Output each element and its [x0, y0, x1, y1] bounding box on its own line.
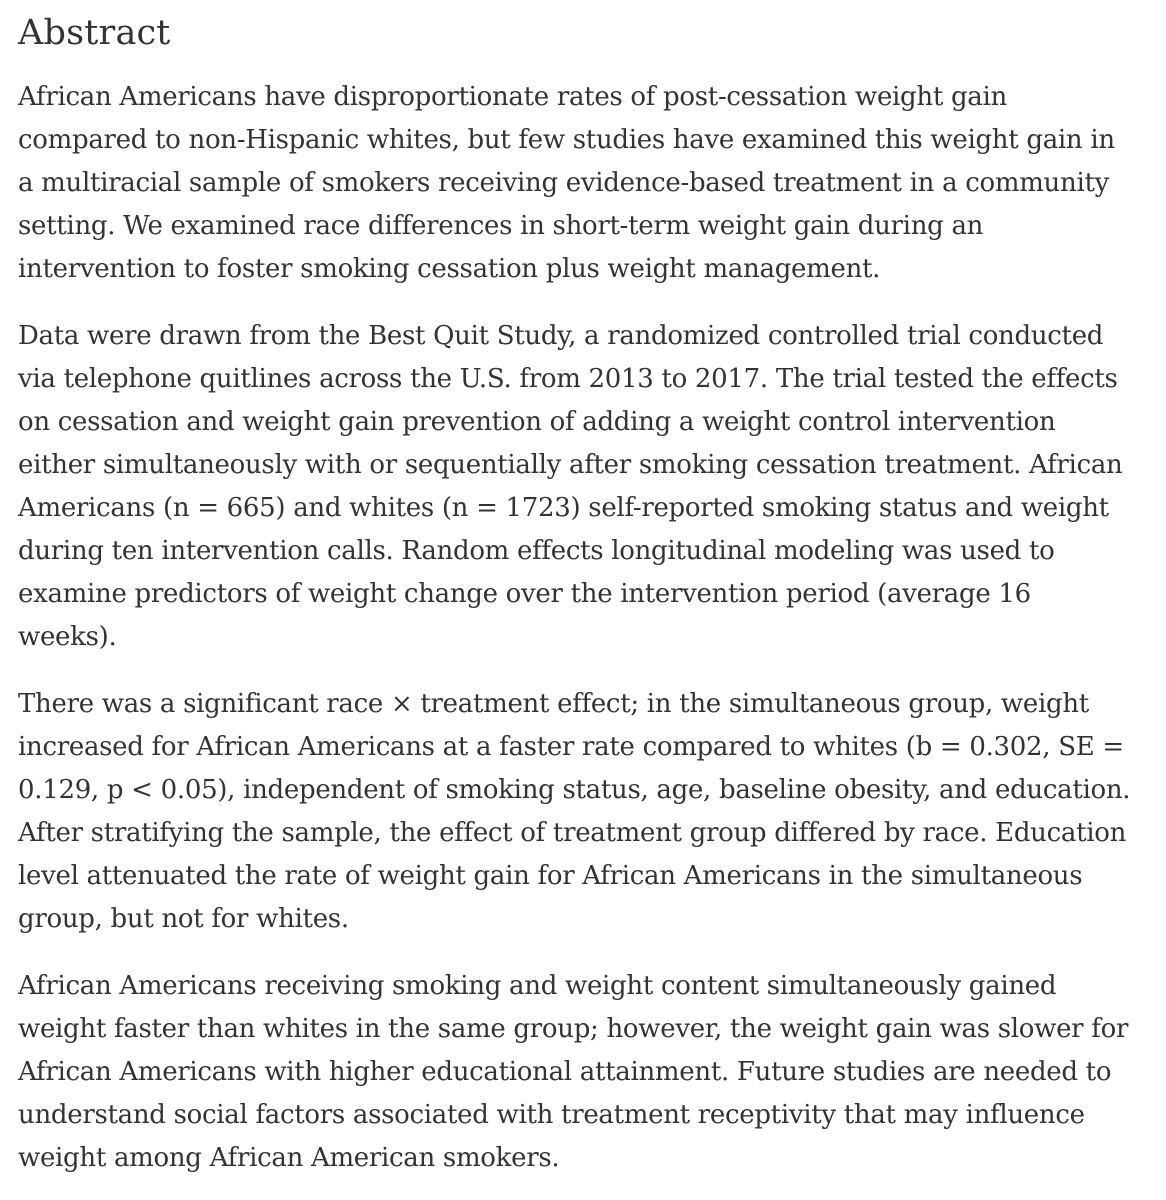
- abstract-section: [18, 10, 1134, 1180]
- abstract-paragraph-results: There was a significant race × treatment effect; in the simultaneous group, weight increased for African Americans at a faster rate compared to whites (b = 0.302, SE = 0.129, p < 0.05), independent of smoking status, age, baseline obesity, and education. After stratifying the sample, the effect of treatment group differed by race. Education level attenuated the rate of weight gain for African Americans in the simultaneous group, but not for whites.: [18, 689, 1131, 934]
- abstract-paragraph-methods: Data were drawn from the Best Quit Study, a randomized controlled trial conducted via telephone quitlines across the U.S. from 2013 to 2017. The trial tested the effects on cessation and weight gain prevention of adding a weight control intervention either simultaneously with or sequentially after smoking cessation treatment. African Americans (n = 665) and whites (n = 1723) self-reported smoking status and weight during ten intervention calls. Random effects longitudinal modeling was used to examine predictors of weight change over the intervention period (average 16 weeks).: [18, 321, 1123, 652]
- abstract-heading: Abstract: [18, 13, 171, 53]
- abstract-paragraph-conclusions: African Americans receiving smoking and weight content simultaneously gained weight faster than whites in the same group; however, the weight gain was slower for African Americans with higher educational attainment. Future studies are needed to understand social factors associated with treatment receptivity that may influence weight among African American smokers.: [18, 971, 1129, 1173]
- abstract-paragraph-background: African Americans have disproportionate rates of post-cessation weight gain compared to non-Hispanic whites, but few studies have examined this weight gain in a multiracial sample of smokers receiving evidence-based treatment in a community setting. We examined race differences in short-term weight gain during an intervention to foster smoking cessation plus weight management.: [18, 82, 1115, 284]
